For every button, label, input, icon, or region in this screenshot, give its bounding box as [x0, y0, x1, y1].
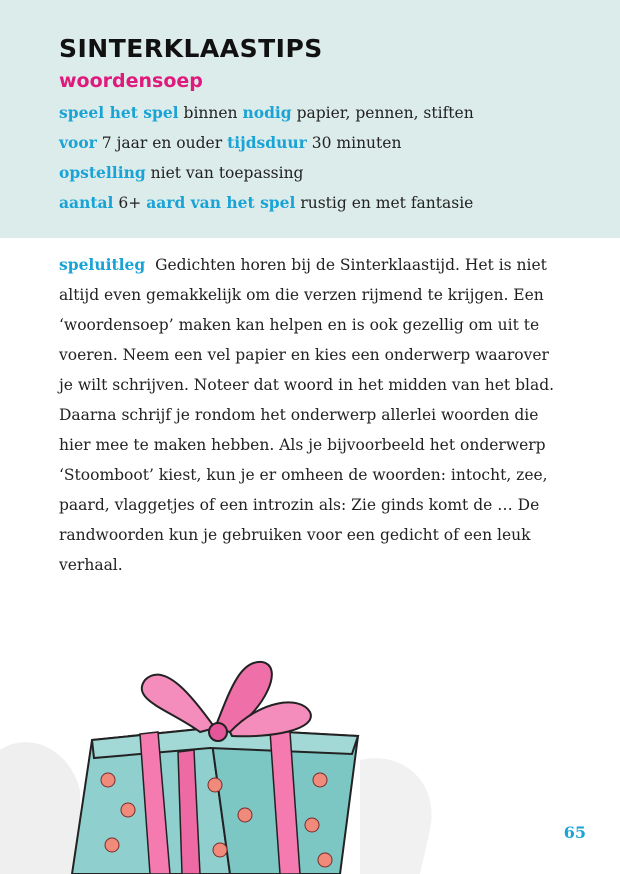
page-title: SINTERKLAASTIPS: [59, 34, 323, 63]
page-number: 65: [563, 823, 586, 842]
label-needed: nodig: [242, 103, 292, 122]
value-needed: papier, pennen, stiften: [296, 104, 474, 122]
body-line: voeren. Neem een vel papier en kies een onderwerp waarover: [59, 346, 549, 364]
value-setup: niet van toepassing: [150, 164, 304, 182]
body-line: ‘Stoomboot’ kiest, kun je er omheen de woorden: intocht, zee,: [59, 466, 548, 484]
body-line: ‘woordensoep’ maken kan helpen en is ook gezellig om uit te: [59, 316, 540, 334]
body-line: speluitleg Gedichten horen bij de Sinterklaastijd. Het is niet: [59, 255, 547, 274]
body-line: Daarna schrijf je rondom het onderwerp allerlei woorden die: [59, 406, 539, 424]
gift-illustration: [0, 640, 620, 874]
value-age: 7 jaar en ouder: [101, 134, 223, 152]
explanation-label: speluitleg: [59, 255, 146, 274]
label-players: aantal: [59, 193, 114, 212]
game-explanation: [59, 250, 559, 580]
body-line: altijd even gemakkelijk om die verzen rijmend te krijgen. Een: [59, 286, 544, 304]
info-line-2: [59, 133, 401, 152]
body-line: paard, vlaggetjes of een introzin als: Zie ginds komt de … De: [59, 496, 540, 514]
info-line-1: [59, 103, 474, 122]
body-line: verhaal.: [59, 556, 123, 574]
body-line: hier mee te maken hebben. Als je bijvoorbeeld het onderwerp: [59, 436, 546, 454]
body-line: je wilt schrijven. Noteer dat woord in het midden van het blad.: [59, 376, 555, 394]
value-play-location: binnen: [183, 104, 238, 122]
label-setup: opstelling: [59, 163, 146, 182]
label-play-location: speel het spel: [59, 103, 179, 122]
game-name: woordensoep: [59, 70, 203, 92]
label-age: voor: [59, 133, 97, 152]
value-game-type: rustig en met fantasie: [300, 194, 474, 212]
value-duration: 30 minuten: [311, 134, 402, 152]
label-game-type: aard van het spel: [146, 193, 296, 212]
value-players: 6+: [118, 194, 142, 212]
label-duration: tijdsduur: [227, 133, 307, 152]
body-line: randwoorden kun je gebruiken voor een gedicht of een leuk: [59, 526, 531, 544]
info-line-3: [59, 163, 303, 182]
info-line-4: [59, 193, 473, 212]
